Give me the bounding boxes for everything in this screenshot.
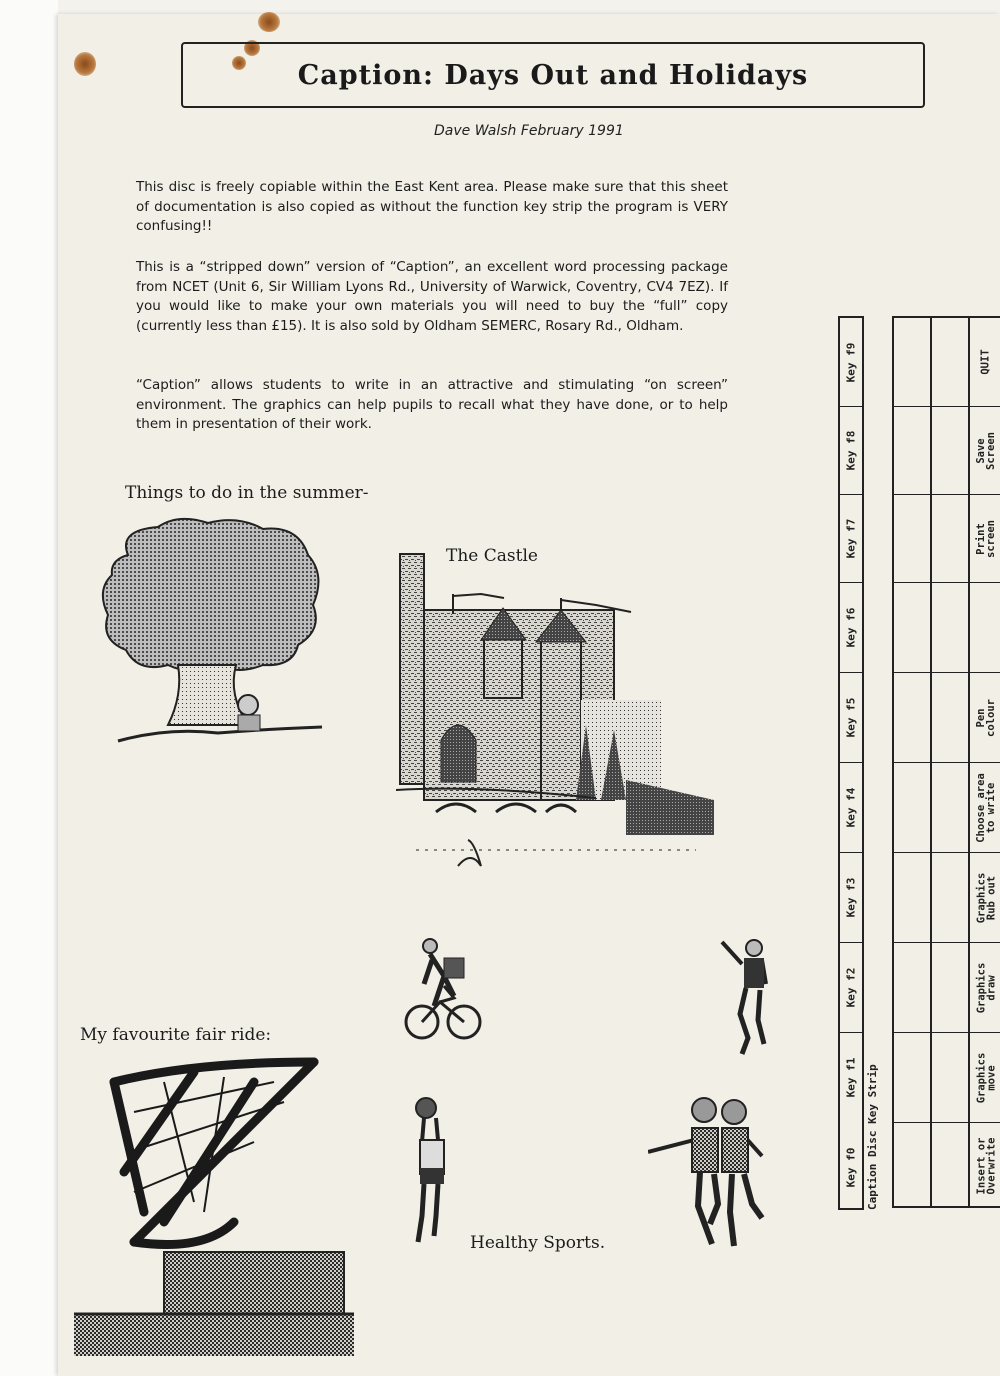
blank-cell <box>894 494 930 582</box>
function-cell: Graphics move <box>970 1032 1000 1122</box>
key-cell: Key f2 <box>840 942 862 1032</box>
blank-cell <box>932 672 970 762</box>
function-cell: Save Screen <box>970 406 1000 494</box>
basketball-player-illustration <box>408 1096 450 1248</box>
fair-ride-label: My favourite fair ride: <box>80 1025 272 1045</box>
key-cell: Key f8 <box>840 406 862 494</box>
key-cell: Key f5 <box>840 672 862 762</box>
blank-cell <box>932 1032 970 1122</box>
key-cell: Key f0 <box>844 1147 858 1187</box>
blank-cell <box>932 762 970 852</box>
function-cell <box>970 582 1000 672</box>
key-name-column <box>838 316 864 1210</box>
summer-heading: Things to do in the summer- <box>125 483 369 503</box>
function-cell: Graphics Rub out <box>970 852 1000 942</box>
title-box <box>181 42 925 108</box>
blank-cell <box>932 494 970 582</box>
key-strip-caption: Caption Disc Key Strip <box>866 1064 879 1210</box>
page-title: Caption: Days Out and Holidays <box>297 59 809 91</box>
about-paragraph: This is a “stripped down” version of “Caption”, an excellent word processing package from NCET (Unit 6, Sir William Lyons Rd., University of Warwick, Coventry, CV4 7EZ). If you would like to make your own materials you will need to buy the “full” copy (currently less than £15). It is also sold by Oldham SEMERC, Rosary Rd., Oldham. <box>136 259 728 334</box>
function-column <box>968 316 1000 1208</box>
ball-thrower-illustration <box>712 934 772 1062</box>
intro-paragraph: This disc is freely copiable within the East Kent area. Please make sure that this sheet of documentation is also copied as without the function key strip the program is VERY confusing!! <box>136 179 728 234</box>
blank-cell <box>894 672 930 762</box>
blank-column <box>892 316 932 1208</box>
stain-mark <box>258 12 280 32</box>
scan-margin <box>0 0 58 1376</box>
blank-cell <box>894 582 930 672</box>
castle-label: The Castle <box>446 546 538 566</box>
author-line: Dave Walsh February 1991 <box>434 123 624 139</box>
stain-mark <box>74 52 96 76</box>
purpose-paragraph: “Caption” allows students to write in an attractive and stimulating “on screen” environment. The graphics can help pupils to recall what they have done, or to help them in presentation of their work. <box>136 377 728 432</box>
blank-cell <box>894 1032 930 1122</box>
key-cell: Key f1 <box>840 1032 862 1122</box>
runners-illustration <box>648 1094 768 1254</box>
function-cell: Insert or Overwrite <box>970 1122 1000 1208</box>
key-cell: Key f9 <box>844 342 858 382</box>
blank-cell <box>894 406 930 494</box>
blank-cell <box>932 852 970 942</box>
key-cell: Key f7 <box>840 494 862 582</box>
tree-illustration <box>98 515 326 747</box>
blank-cell <box>894 942 930 1032</box>
blank-cell <box>932 582 970 672</box>
function-cell: Choose area to write <box>970 762 1000 852</box>
blank-cell <box>894 852 930 942</box>
key-cell: Key f4 <box>840 762 862 852</box>
key-cell: Key f6 <box>840 582 862 672</box>
blank-cell <box>894 762 930 852</box>
blank-cell <box>932 1122 970 1208</box>
key-cell: Key f3 <box>840 852 862 942</box>
blank-cell <box>932 406 970 494</box>
blank-cell <box>932 942 970 1032</box>
sports-label: Healthy Sports. <box>470 1233 606 1253</box>
blank-cell <box>894 1122 930 1208</box>
cyclist-illustration <box>404 936 484 1048</box>
ferris-wheel-illustration <box>74 1052 354 1356</box>
blank-column <box>930 316 970 1208</box>
function-cell: QUIT <box>979 349 992 375</box>
function-cell: Print screen <box>970 494 1000 582</box>
function-cell: Pen colour <box>970 672 1000 762</box>
function-cell: Graphics draw <box>970 942 1000 1032</box>
castle-illustration <box>396 550 716 875</box>
